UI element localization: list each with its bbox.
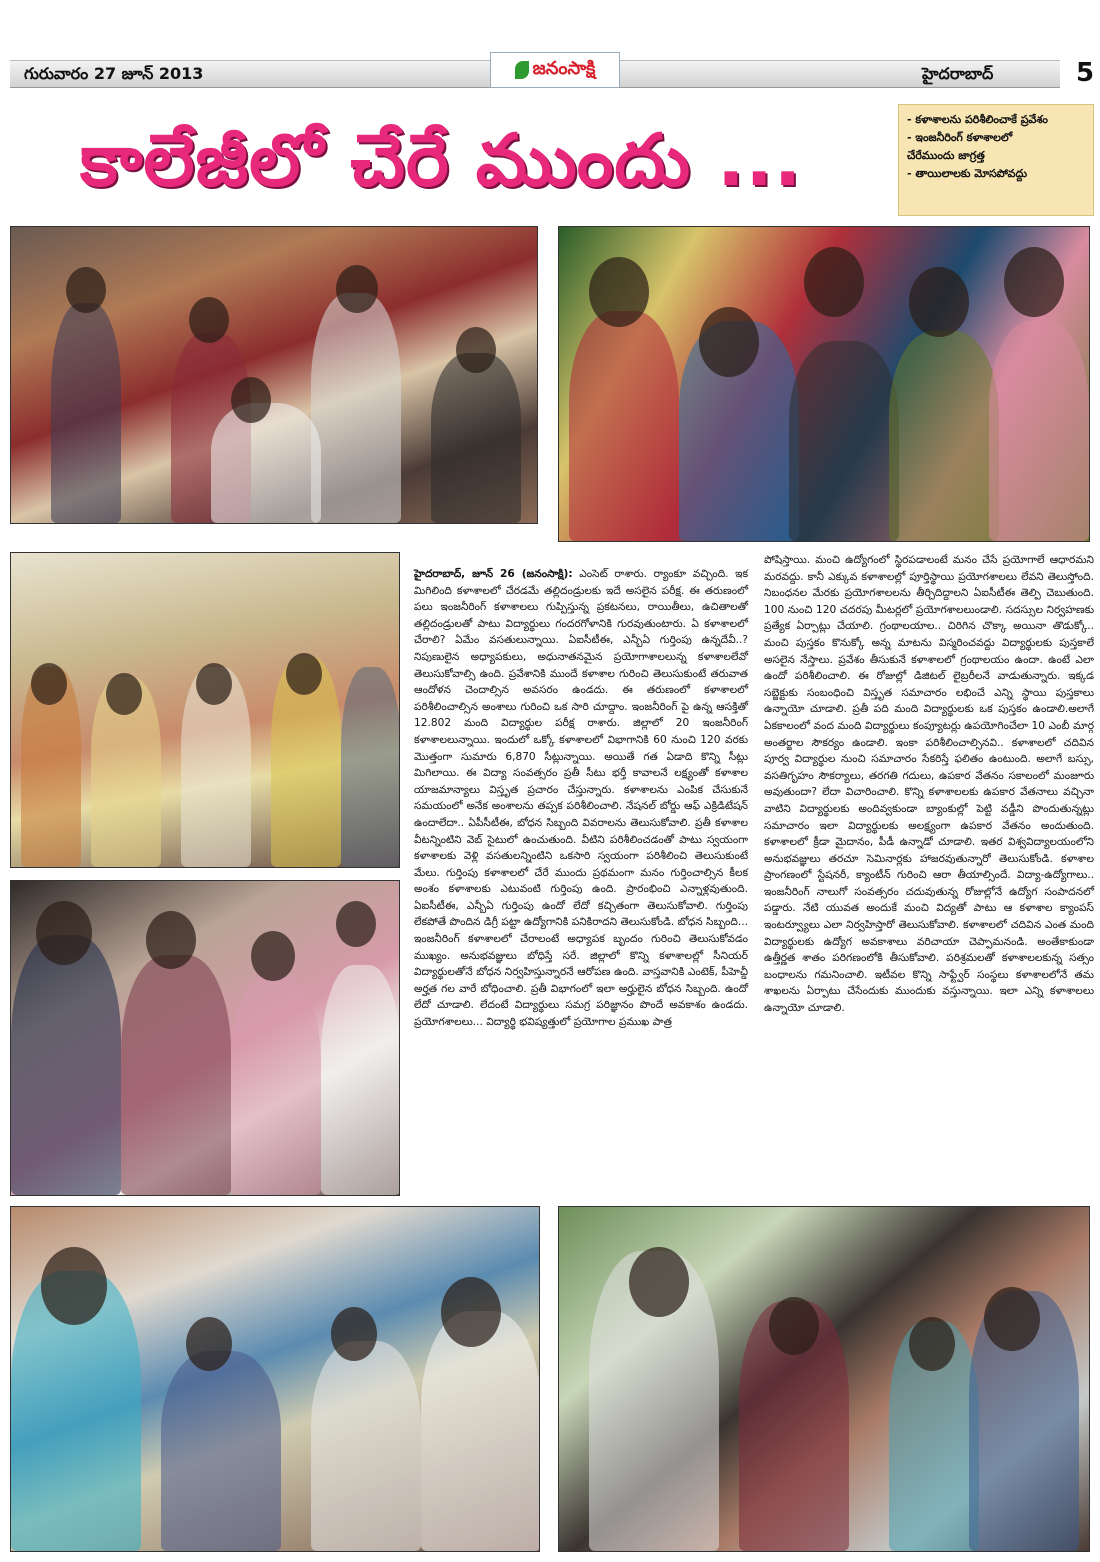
photo-students-at-campus	[10, 552, 400, 868]
masthead-logo	[490, 52, 620, 88]
highlight-item: - ఇంజనీరింగ్ కళాశాలలో	[907, 131, 1013, 144]
photo-students-walking	[558, 1206, 1090, 1552]
photo-students-queue	[10, 880, 400, 1196]
highlight-item: చేరేముందు జాగ్రత్త	[907, 149, 985, 162]
page-header	[10, 52, 1095, 92]
leaf-icon	[515, 61, 529, 79]
article-dateline: హైదరాబాద్, జూన్ 26 (జనంసాక్షి):	[414, 568, 573, 580]
masthead-name: జనంసాక్షి	[532, 57, 596, 79]
edition-city: హైదరాబాద్	[922, 64, 994, 83]
highlight-item: - తాయిలాలకు మోసపోవద్దు	[907, 167, 1028, 180]
page-number: 5	[1076, 58, 1095, 88]
photo-document-verification	[10, 1206, 540, 1552]
headline: కాలేజీలో చేరే ముందు ...	[80, 118, 803, 202]
photo-students-checking-results	[558, 226, 1090, 542]
article-body-1: ఎంసెట్ రాశారు. ర్యాంకూ వచ్చింది. ఇక మిగిలింది కళాశాలలో చేరడమే తల్లిదండ్రులకు ఇదే అసలైన పరీక్ష. ఈ తరుణంలో పలు ఇంజనీరింగ్ కళాశాలలు గుప్పిస్తున్న ప్రకటనలు, రాయితీలు, ఉచితాలతో తల్లిదండ్రులతో పాటు విద్యార్థులు గందరగోళానికి గురవుతుంటారు. ఏ కళాశాలలో చేరాలి? ఏమేం వసతులున్నాయి. ఏఐసీటీఈ, ఎన్బీఏ గుర్తింపు ఉన్నదేవీ..? నిపుణులైన అధ్యాపకులు, అధునాతనమైన ప్రయోగాశాలలున్న కళాశాలలేవో తెలుసుకోవాల్సి ఉంది. ప్రవేశానికి ముందే కళాశాల గురించి తెలుసుకుంటే తరువాత ఆందోళన చెందాల్సిన అవసరం ఉండదు. ఈ తరుణంలో కళాశాలలో పరిశీలించాల్సిన అంశాలు గురించి ఒక సారి చూద్దాం. ఇంజనీరింగ్ పై ఉన్న ఆసక్తితో 12.802 మంది విద్యార్థుల పరీక్ష రాశారు. జిల్లాలో 20 ఇంజనీరింగ్ కళాశాలలున్నాయి. ఇందులో ఒక్కో కళాశాలలో విభాగానికి 60 నుంచి 120 వరకు మొత్తంగా సుమారు 6,870 సీట్లున్నాయి. అయితే గత ఏడాది కొన్ని సీట్లు మిగిలాయి. ఈ విద్యా సంవత్సరం ప్రతీ సీటు భర్తీ కావాలనే లక్ష్యంతో కళాశాల యాజమాన్యాలు విస్తృత ప్రచారం చేస్తున్నారు. కళాశాలను ఎంపిక చేసుకునే సమయంలో అనేక అంశాలను తప్పక పరిశీలించాలి. నేషనల్ బోర్డు ఆఫ్ ఎక్రిడిటేషన్ ఉందాలేదా.. ఏపీసీటీఈ, బోధన సిబ్బంది వివరాలను తెలుసుకోవాలి. ప్రతీ కళాశాల వీటన్నింటిని వెబ్ సైటులో ఉంచుతుంది. వీటిని పరిశీలించడంతో పాటు స్వయంగా కళాశాలకు వెళ్లి వసతులన్నింటిని ఒకసారి స్వయంగా పరిశీలించి తెలుసుకుంటే మేలు. గుర్తింపు కళాశాలలో చేరే ముందు ప్రథమంగా మనం గుర్తించాల్సిన కీలక అంశం కళాశాలకు ఎటువంటి గుర్తింపు ఉంది. ప్రారంభించి ఎన్నాళ్లవుతుంది. ఏఐసీటీఈ, ఎన్బీఏ గుర్తింపు ఉందో లేదో కచ్చితంగా తెలుసుకోవాలి. గుర్తింపు లేకపోతే పొందిన డిగ్రీ పట్టా ఉద్యోగానికి పనికిరాదని తెలుసుకోండి. బోధన సిబ్బంది... ఇంజనీరింగ్ కళాశాలలో చేరాలంటే అధ్యాపక బృందం గురించి తెలుసుకోవడం ముఖ్యం. అనుభవజ్ఞులు బోధిస్తే సరే. జిల్లాలో కొన్ని కళాశాలల్లో సీనియర్ విద్యార్థులతోనే బోధన నిర్వహిస్తున్నారనే ఆరోపణ ఉంది. వాస్తవానికి ఎంటెక్, పీహెచ్డీ అర్హత గల వారే బోధించాలి. ప్రతీ విభాగంలో ఇలా అర్హులైన బోధన సిబ్బంది. ఉందో లేదో చూడాలి. లేదంటే విద్యార్థులు సమగ్ర పరిజ్ఞానం పొందే అవకాశం ఉండదు. ప్రయోగశాలలు... విద్యార్థి భవిష్యత్తులో ప్రయోగాల ప్రముఖ పాత్ర	[414, 568, 748, 1029]
issue-date: గురువారం 27 జూన్ 2013	[24, 64, 204, 83]
article-column-1	[414, 566, 748, 1200]
highlight-item: - కళాశాలను పరిశీలించాకే ప్రవేశం	[907, 113, 1048, 126]
article-column-2	[764, 552, 1094, 1112]
photo-counselling-hall	[10, 226, 538, 524]
highlights-box	[898, 104, 1094, 216]
article-body-2: పోషిస్తాయి. మంచి ఉద్యోగంలో స్థిరపడాలంటే మనం చేసే ప్రయోగాలే ఆధారమని మరవద్దు. కానీ ఎక్కువ కళాశాలల్లో పూర్తిస్థాయి ప్రయోగశాలలు లేవని తెలుస్తోంది. నిబంధనల మేరకు ప్రయోగశాలలను తీర్చిదిద్దాలని ఏఐసీటీఈ తెల్పి చెబుతుంది. 100 నుంచి 120 చదరపు మీటర్లలో ప్రయోగశాలలుండాలి. సదస్సుల నిర్వహణకు ప్రత్యేక ఏర్పాట్లు చేయాలి. గ్రంథాలయాల.. చిరిగిన చొక్కా అయినా తొడుక్కో.. మంచి పుస్తకం కొనుక్కో అన్న మాటను విస్మరించవద్దు విద్యార్థులకు పుస్తకాలే అసలైన నేస్తాలు. ప్రవేశం తీసుకునే కళాశాలలో గ్రంథాలయం ఉందా. ఉంటే ఎలా ఉందో పరిశీలించాలి. ఈ రోజుల్లో డిజిటల్ లైబ్రరీలనే వాడుతున్నారు. ఇక్కడ సబ్జెక్టుకు సంబంధించి విస్తృత సమాచారం లభించే ఎన్ని స్థాయి పుస్తకాలు ఉన్నాయో చూడాలి. ప్రతీ పది మంది విద్యార్థులకు ఒక పుస్తకం ఉండాలి.అలాగే ఏకకాలంలో వంద మంది విద్యార్థులు కంప్యూటర్లు ఉపయోగించేలా 10 ఎంబీ మార్గ అంతర్జాల సౌకర్యం ఉండాలి. ఇంకా పరిశీలించాల్సినవి.. కళాశాలలో చదివిన పూర్వ విద్యార్థుల నుంచి సమాచారం సేకరిస్తే ఫలితం ఉంటుంది. అలాగే బస్సు, వసతిగృహం సౌకర్యాలు, తరగతి గదులు, ఉపకార వేతనం సకాలంలో మంజూరు అవుతుందా? లేదా విచారించాలి. కొన్ని కళాశాలలకు ఉపకార వేతనాలు వచ్చినా వాటిని విద్యార్థులకు అందివ్వకుండా బ్యాంకుల్లో పెట్టి వడ్డీని పొందుతున్నట్లు సమాచారం ఇలా విద్యార్థులకు అలక్ష్యంగా ఉపకార వేతనం అందుతుంది. కళాశాలలో క్రీడా మైదానం, పీడీ ఉన్నాడో చూడాలి. ఇతర విశ్వవిద్యాలయంలోని అనుభవజ్ఞులు తరచూ సెమినార్లకు హాజరవుతున్నారో తెలుసుకోండి. కళాశాల ప్రాంగణంలో స్టేషనరీ, క్యాంటీన్ గురించి ఆరా తీయాల్సిందే. విద్యా-ఉద్యోగాలు.. ఇంజనీరింగ్ నాలుగో సంవత్సరం చదువుతున్న రోజుల్లోనే ఉద్యోగ సంపాదనలో పడ్డారు. నేటి యువత అందుకే మంచి విద్యతో పాటు ఆ కళాశాల క్యాంపస్ ఇంటర్వ్యూలు ఎలా నిర్వహిస్తారో తెలుసుకోవాలి. కళాశాలలో చదివిన ఎంత మంది విద్యార్థులకు ఉద్యోగ అవకాశాలు వరిచాయా చెప్పామనండి. అంతేకాకుండా ఉత్తీర్ణత శాతం పరిగణంలోకి తీసుకోవాలి. పరిశ్రమలతో కళాశాలలకున్న సత్సం బంధాలను గమనించాలి. ఇటీవల కొన్ని సాఫ్ట్వేర్ సంస్థలు కళాశాలలోనే తమ శాఖలను ఏర్పాటు చేసేందుకు ముందుకు వస్తున్నాయి. ఇలా ఎన్ని కళాశాలలు ఉన్నాయో చూడాలి.	[764, 554, 1094, 1015]
